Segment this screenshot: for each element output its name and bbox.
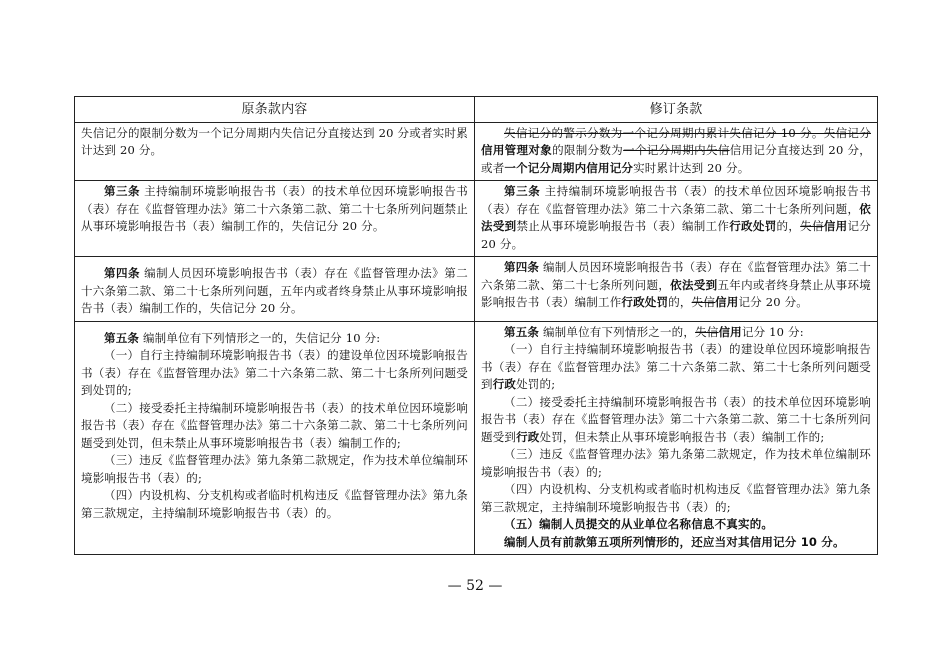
added-text: 第四条 [104,266,141,280]
clause-item [481,516,871,534]
clause-item [481,481,871,516]
original-article-4 [81,265,468,318]
text-run: （三）违反《监督管理办法》第九条第二款规定，作为技术单位编制环境影响报告书（表）的; [481,447,871,479]
revised-cell-3 [475,257,878,322]
text-run: 的限制分数为 [552,143,624,157]
deleted-text: 一个记分周期内失信 [623,143,730,157]
added-text: 第三条 [504,184,541,198]
added-text: 行政 [492,377,517,391]
text-run: 处罚，但未禁止从事环境影响报告书（表）编制工作的; [539,429,825,444]
text-run: 编制单位有下列情形之一的，失信记分 10 分: [139,330,381,345]
added-text: 编制人员有前款第五项所列情形的，还应当对其信用记分 10 分。 [504,534,845,549]
revised-cell-4 [475,321,878,555]
clause-item [81,400,468,453]
added-text: 第三条 [104,184,141,198]
article-heading [81,330,468,348]
text-run: 五年内或者终身禁止从事环境影响报告书（表）编制工作 [481,277,871,309]
deleted-text: 失信记分的警示分数为一个记分周期内累计失信记分 10 分。失信记分 [504,125,871,140]
added-text: 信用 [823,219,848,233]
added-text: 信用管理对象 [481,143,553,157]
original-article-3 [81,183,468,236]
text-run: 编制人员因环境影响报告书（表）存在《监督管理办法》第二十六条第二款、第二十七条所列问题， [481,260,872,292]
text-run: （二）接受委托主持编制环境影响报告书（表）的技术单位因环境影响报告书（表）存在《监督管理办法》第二十六条第二款、第二十七条所列问题受到 [481,394,871,444]
deleted-text: 失信 [800,219,824,233]
original-cell-4 [75,321,475,555]
clause-item [81,347,468,400]
added-text: 行政 [516,429,540,444]
clause-item [481,446,871,481]
text-run: （四）内设机构、分支机构或者临时机构违反《监督管理办法》第九条第三款规定，主持编制环境影响报告书（表）的; [481,482,871,514]
added-text: 依法受到 [670,277,718,292]
text-run: （一）自行主持编制环境影响报告书（表）的建设单位因环境影响报告书（表）存在《监督管理办法》第二十六条第二款、第二十七条所列问题受到处罚的; [81,348,468,397]
added-text: 第四条 [504,260,540,274]
text-run: 编制人员因环境影响报告书（表）存在《监督管理办法》第二十六条第二款、第二十七条所列问题，五年内或者终身禁止从事环境影响报告书（表）编制工作的，失信记分 20 分。 [81,266,468,315]
table-row [75,321,878,555]
text-run: 记分 20 分。 [738,295,808,309]
revised-text-1 [481,125,871,178]
added-text: 信用 [718,324,742,339]
text-run: （三）违反《监督管理办法》第九条第二款规定，作为技术单位编制环境影响报告书（表）的; [81,453,468,485]
clause-item [81,452,468,487]
table-row [75,257,878,322]
deleted-text: 失信 [691,295,716,309]
added-text: 依法受到 [481,201,871,233]
revised-article-3 [481,183,871,253]
table-row [75,122,878,181]
clause-item [481,534,871,552]
header-original: 原条款内容 [75,97,475,123]
clause-item [481,394,871,447]
added-text: 信用 [715,295,739,309]
added-text: 一个记分周期内信用记分 [504,160,634,175]
table-header-row [75,97,878,123]
original-cell-1 [75,122,475,181]
added-text: 行政处罚 [621,295,669,309]
text-run: 编制单位有下列情形之一的， [539,324,696,339]
text-run: 实时累计达到 20 分。 [633,160,750,175]
table-row [75,181,878,257]
text-run: 的， [776,219,801,233]
added-text: 第五条 [504,324,540,339]
page-number: — 52 — [447,578,503,594]
original-cell-2 [75,181,475,257]
clause-item [481,341,871,394]
revised-cell-2 [475,181,878,257]
deleted-text: 失信 [695,324,719,339]
text-run: （一）自行主持编制环境影响报告书（表）的建设单位因环境影响报告书（表）存在《监督管理办法》第二十六条第二款、第二十七条所列问题受到 [481,342,871,391]
article-heading [481,324,871,342]
text-run: （四）内设机构、分支机构或者临时机构违反《监督管理办法》第九条第三款规定，主持编制环境影响报告书（表）的。 [81,488,468,520]
text-run: 记分 10 分: [741,324,804,339]
original-cell-3 [75,257,475,322]
text-run: 主持编制环境影响报告书（表）的技术单位因环境影响报告书（表）存在《监督管理办法》第二十六条第二款、第二十七条所列问题禁止从事环境影响报告书（表）编制工作的，失信记分 20 分。 [81,184,468,233]
added-text: 行政处罚 [729,219,777,233]
added-text: （五）编制人员提交的从业单位名称信息不真实的。 [504,517,774,531]
revised-article-4 [481,259,871,312]
header-revised: 修订条款 [475,97,878,123]
text-run: 处罚的; [516,377,556,391]
text-run: 禁止从事环境影响报告书（表）编制工作 [516,219,730,233]
revised-cell-1 [475,122,878,181]
text-run: （二）接受委托主持编制环境影响报告书（表）的技术单位因环境影响报告书（表）存在《监督管理办法》第二十六条第二款、第二十七条所列问题受到处罚，但未禁止从事环境影响报告书（表）编制工作的; [81,400,468,450]
clause-item [81,487,468,522]
original-text-1: 失信记分的限制分数为一个记分周期内失信记分直接达到 20 分或者实时累计达到 20 分。 [81,125,468,157]
text-run: 的， [668,295,692,309]
text-run: 主持编制环境影响报告书（表）的技术单位因环境影响报告书（表）存在《监督管理办法》第二十六条第二款、第二十七条所列问题， [481,184,871,216]
text-run: 记分 20 分。 [481,219,871,251]
added-text: 第五条 [104,330,140,345]
text-run: 信用记分直接达到 20 分，或者 [481,143,872,175]
revision-comparison-table [74,96,878,555]
